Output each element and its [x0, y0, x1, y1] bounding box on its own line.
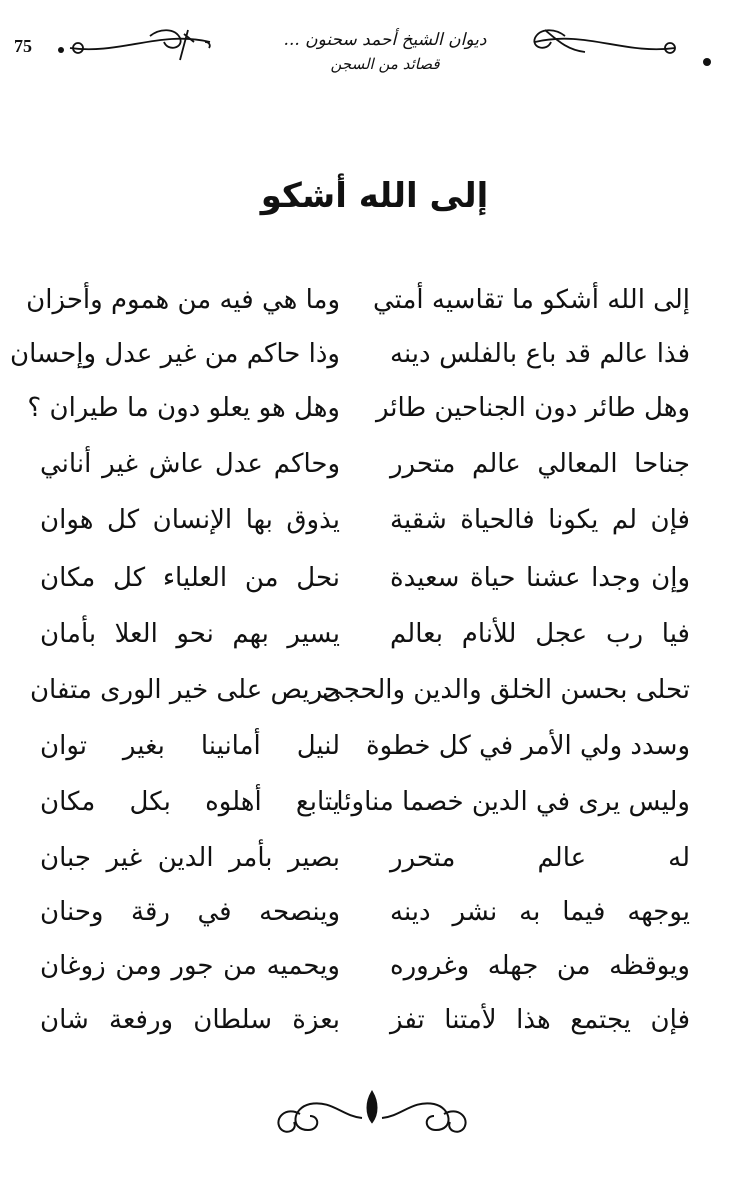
- verse-first-hemistich: يوجهه فيما به نشر دينه: [390, 897, 690, 927]
- verse-first-hemistich: فيا رب عجل للأنام بعالم: [390, 619, 690, 649]
- verse-first-hemistich: ويوقظه من جهله وغروره: [390, 951, 690, 981]
- verse-2: [10, 326, 690, 382]
- verse-first-hemistich: وهل طائر دون الجناحين طائر: [375, 393, 690, 423]
- page-number: 75: [14, 36, 32, 56]
- verse-second-hemistich: يسير بهم نحو العلا بأمان: [40, 619, 340, 649]
- footer-ornament: [0, 1080, 749, 1150]
- verse-first-hemistich: وسدد ولي الأمر في كل خطوة: [366, 731, 690, 761]
- verse-second-hemistich: وذا حاكم من غير عدل وإحسان: [10, 339, 340, 369]
- verse-12: [40, 884, 690, 940]
- verse-first-hemistich: جناحا المعالي عالم متحرر: [390, 449, 690, 479]
- verse-10: [40, 774, 690, 830]
- verse-second-hemistich: نحل من العلياء كل مكان: [40, 563, 340, 593]
- verse-1: [26, 272, 690, 328]
- verse-second-hemistich: يذوق بها الإنسان كل هوان: [40, 505, 340, 535]
- verse-11: [40, 830, 690, 886]
- verse-first-hemistich: فإن لم يكونا فالحياة شقية: [390, 505, 690, 535]
- verse-second-hemistich: وينصحه في رقة وحنان: [40, 897, 340, 927]
- verse-first-hemistich: إلى الله أشكو ما تقاسيه أمتي: [372, 285, 690, 315]
- verse-first-hemistich: تحلى بحسن الخلق والدين والحجى: [322, 675, 690, 705]
- verse-second-hemistich: يتابع أهلوه بكل مكان: [40, 787, 340, 817]
- verse-first-hemistich: له عالم متحرر: [390, 843, 690, 873]
- verse-second-hemistich: ويحميه من جور ومن زوغان: [40, 951, 340, 981]
- verse-second-hemistich: وهل هو يعلو دون ما طيران ؟: [27, 393, 340, 423]
- verse-13: [40, 938, 690, 994]
- verse-4: [40, 436, 690, 492]
- verse-second-hemistich: بصير بأمر الدين غير جبان: [40, 843, 340, 873]
- verse-second-hemistich: وحاكم عدل عاش غير أناني: [40, 449, 340, 479]
- poem-title: إلى الله أشكو: [260, 176, 489, 216]
- verse-9: [40, 718, 690, 774]
- verse-second-hemistich: لنيل أمانينا بغير توان: [40, 731, 340, 761]
- section-title: قصائد من السجن: [330, 55, 440, 73]
- verse-3: [27, 380, 690, 436]
- verse-8: [29, 662, 690, 718]
- verse-first-hemistich: فذا عالم قد باع بالفلس دينه: [390, 339, 690, 369]
- verse-5: [40, 492, 690, 548]
- verse-second-hemistich: حريص على خير الورى متفان: [29, 675, 340, 705]
- book-title: ديوان الشيخ أحمد سحنون ...: [283, 30, 487, 50]
- verse-7: [40, 606, 690, 662]
- verse-14: [40, 992, 690, 1048]
- verse-second-hemistich: وما هي فيه من هموم وأحزان: [26, 285, 340, 315]
- verse-first-hemistich: فإن يجتمع هذا لأمتنا تفز: [390, 1005, 690, 1035]
- verse-first-hemistich: وليس يرى في الدين خصما مناوئا: [336, 787, 690, 817]
- verse-6: [40, 550, 690, 606]
- verse-first-hemistich: وإن وجدا عشنا حياة سعيدة: [390, 563, 690, 593]
- verse-second-hemistich: بعزة سلطان ورفعة شان: [40, 1005, 340, 1035]
